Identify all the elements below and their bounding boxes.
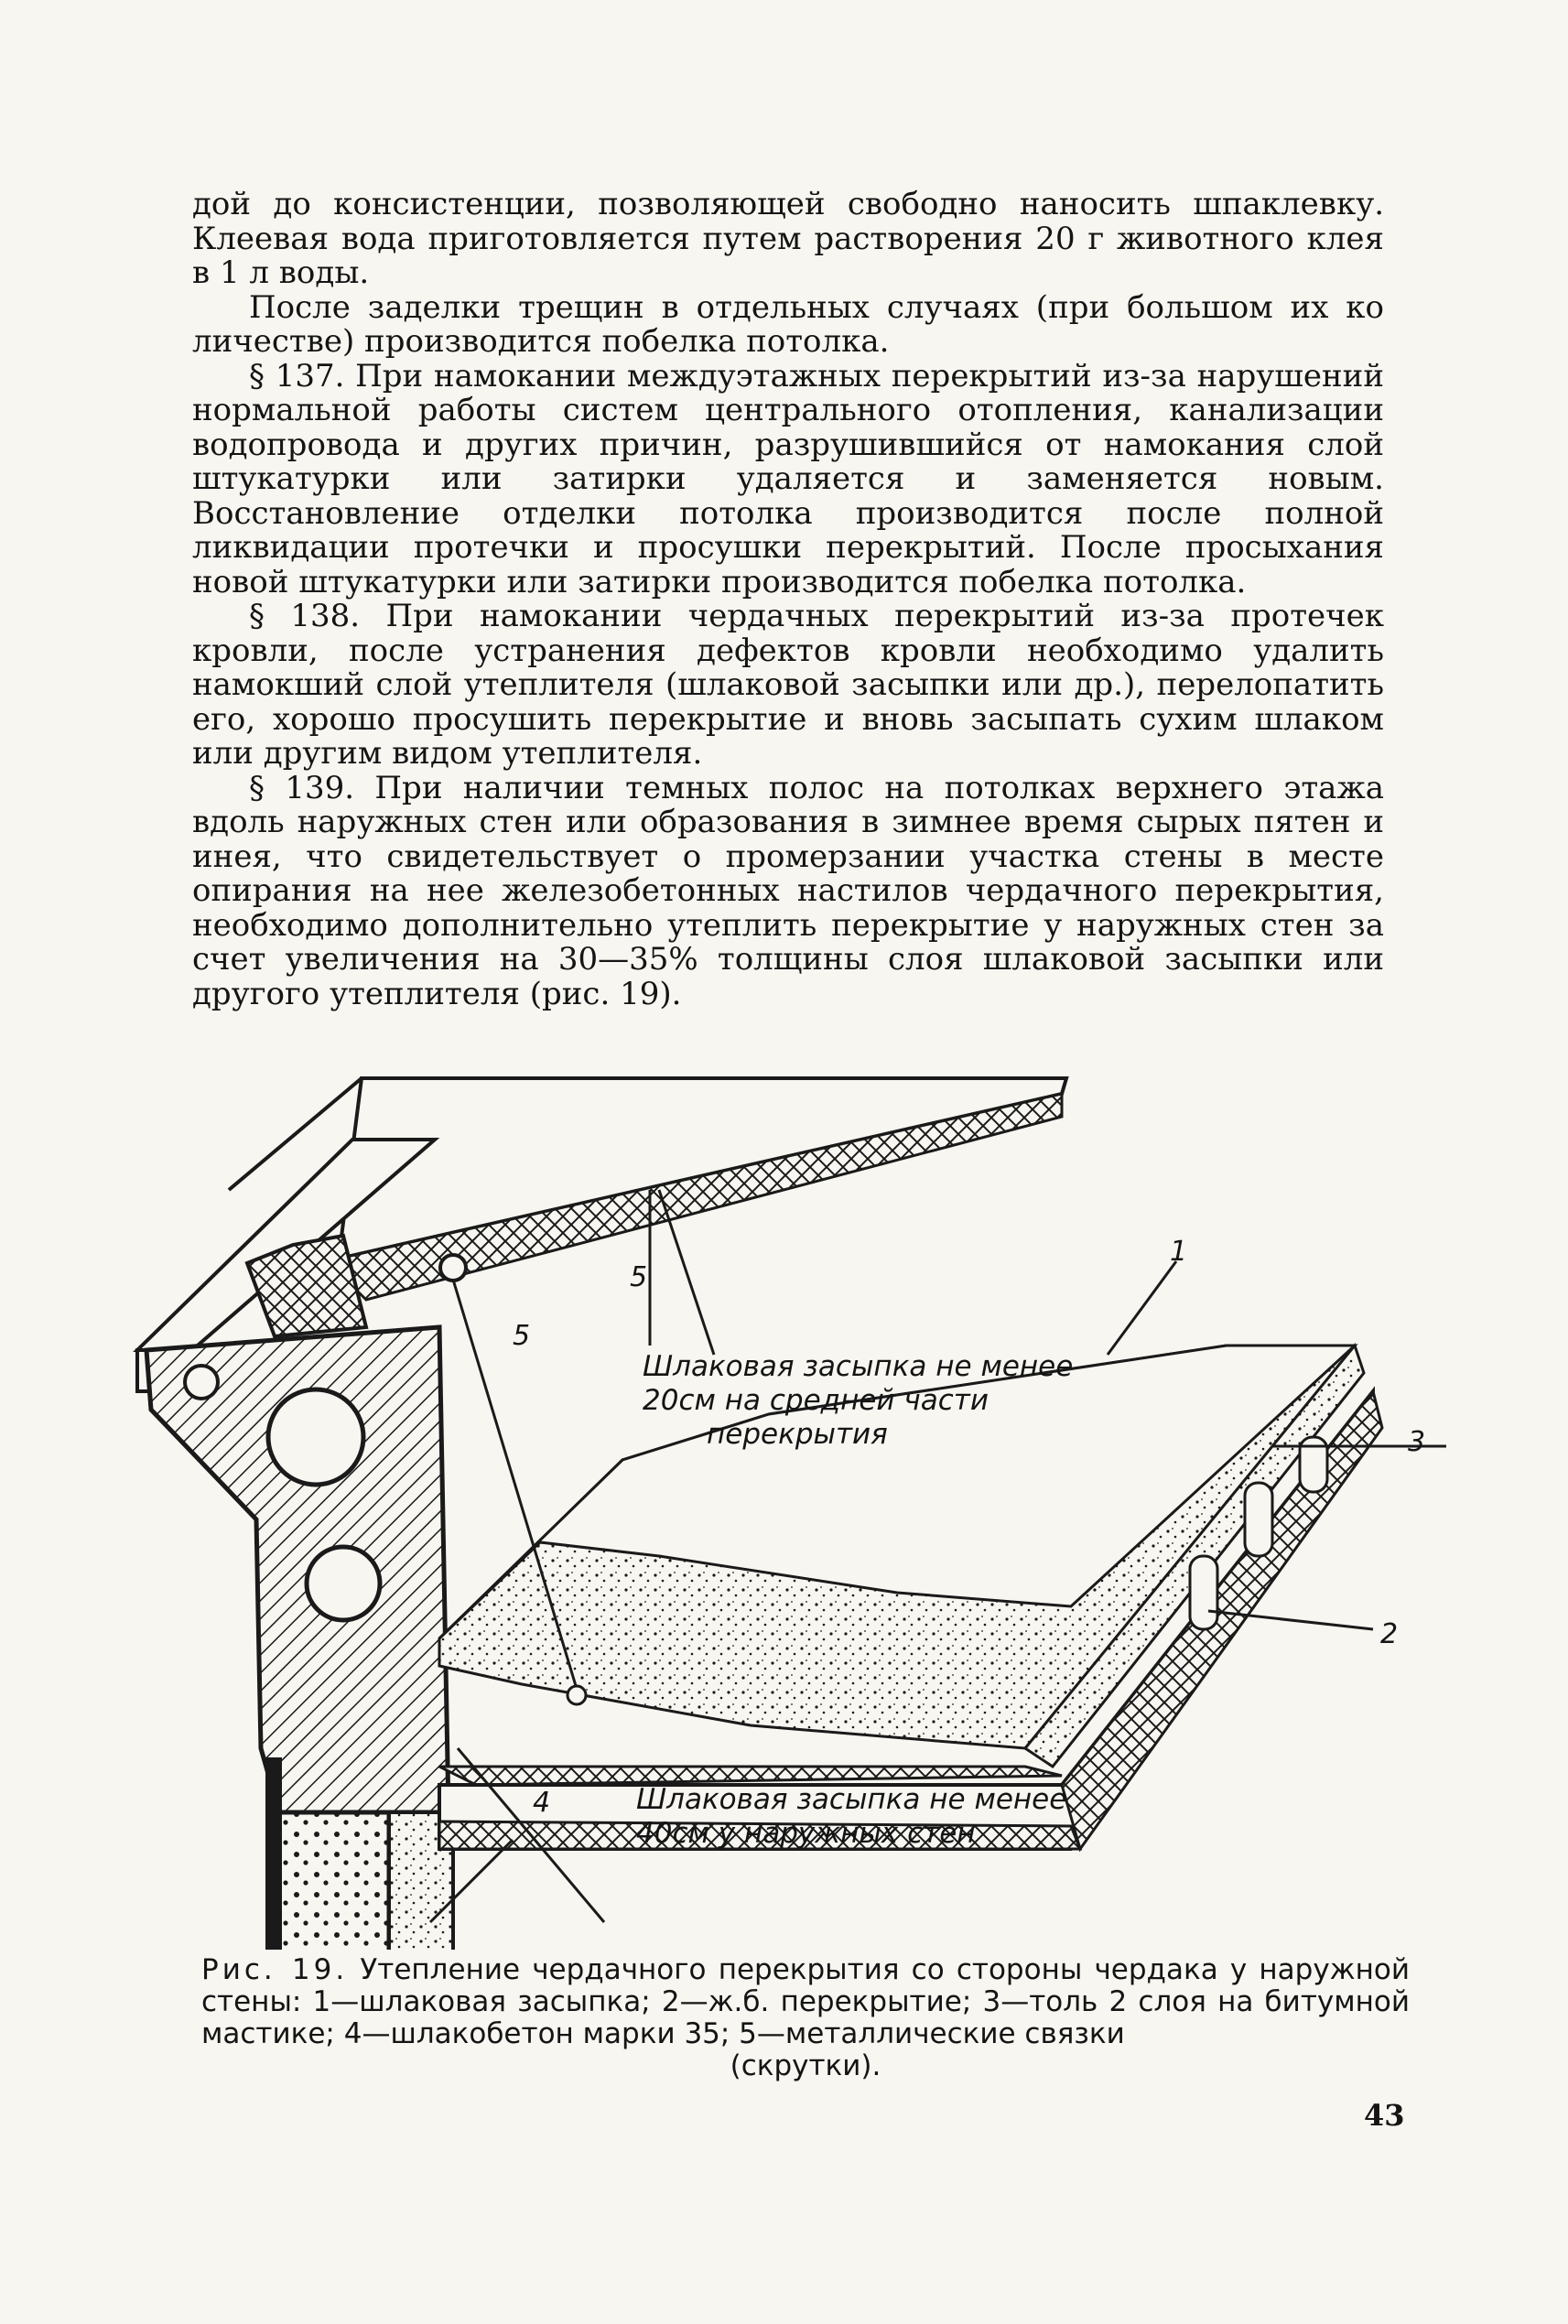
figure-caption — [201, 1954, 1410, 2082]
paragraph-1: дой до консистенции, позволяющей свободно наносить шпаклевку. Клеевая вода приготовляется путем растворения 20 г животного клея в 1 л воды. — [192, 186, 1384, 291]
page-number: 43 — [1364, 2098, 1405, 2133]
marker-3: 3 — [1408, 1426, 1426, 1458]
figure-19-drawing — [110, 1043, 1465, 1950]
caption-text: Утепление чердачного перекрытия со стороны чердака у наружной стены: 1—шлаковая засыпка; 2—ж.б. перекрытие; 3—толь 2 слоя на битумной мастике; 4—шлакобетон марки 35; 5—металлические связки — [201, 1953, 1410, 2050]
body-text — [192, 188, 1384, 1011]
caption-label: Рис. 19. — [201, 1953, 349, 1986]
marker-4: 4 — [533, 1787, 551, 1819]
annotation-top: Шлаковая засыпка не менее 20см на средней части перекрытия — [643, 1350, 1074, 1451]
marker-5-lower: 5 — [513, 1320, 531, 1352]
paragraph-2: После заделки трещин в отдельных случаях (при большом их ко личестве) производится побелка потолка. — [192, 288, 1384, 360]
marker-1: 1 — [1170, 1236, 1188, 1268]
paragraph-138: § 138. При намокании чердачных перекрытий из-за протечек кровли, после устранения дефектов кровли необходимо удалить намокший слой утеплителя (шлаковой засыпки или др.), перелопатить его, хорошо просушить перекрытие и вновь засыпать сухим шлаком или другим видом утеплителя. — [192, 598, 1384, 772]
paragraph-137: § 137. При намокании междуэтажных перекрытий из-за нарушений нормальной работы систем центрального отопления, канализации водопровода и других причин, разрушившийся от намокания слой штукатурки или затирки удаляется и заменяется новым. Восстановление отделки потолка производится после полной ликвидации протечки и просушки перекрытий. После просыхания новой штукатурки или затирки производится побелка потолка. — [192, 357, 1384, 600]
marker-5-upper: 5 — [630, 1261, 648, 1293]
annotation-bottom: Шлаковая засыпка не менее 40см у наружных стен — [636, 1783, 1067, 1850]
paragraph-139: § 139. При наличии темных полос на потолках верхнего этажа вдоль наружных стен или образования в зимнее время сырых пятен и инея, что свидетельствует о промерзании участка стены в месте опирания на нее железобетонных настилов чердачного перекрытия, необходимо дополнительно утеплить перекрытие у наружных стен за счет увеличения на 30—35% толщины слоя шлаковой засыпки или другого утеплителя (рис. 19). — [192, 769, 1384, 1012]
marker-2: 2 — [1380, 1618, 1399, 1650]
caption-last-line: (скрутки). — [730, 2049, 881, 2082]
